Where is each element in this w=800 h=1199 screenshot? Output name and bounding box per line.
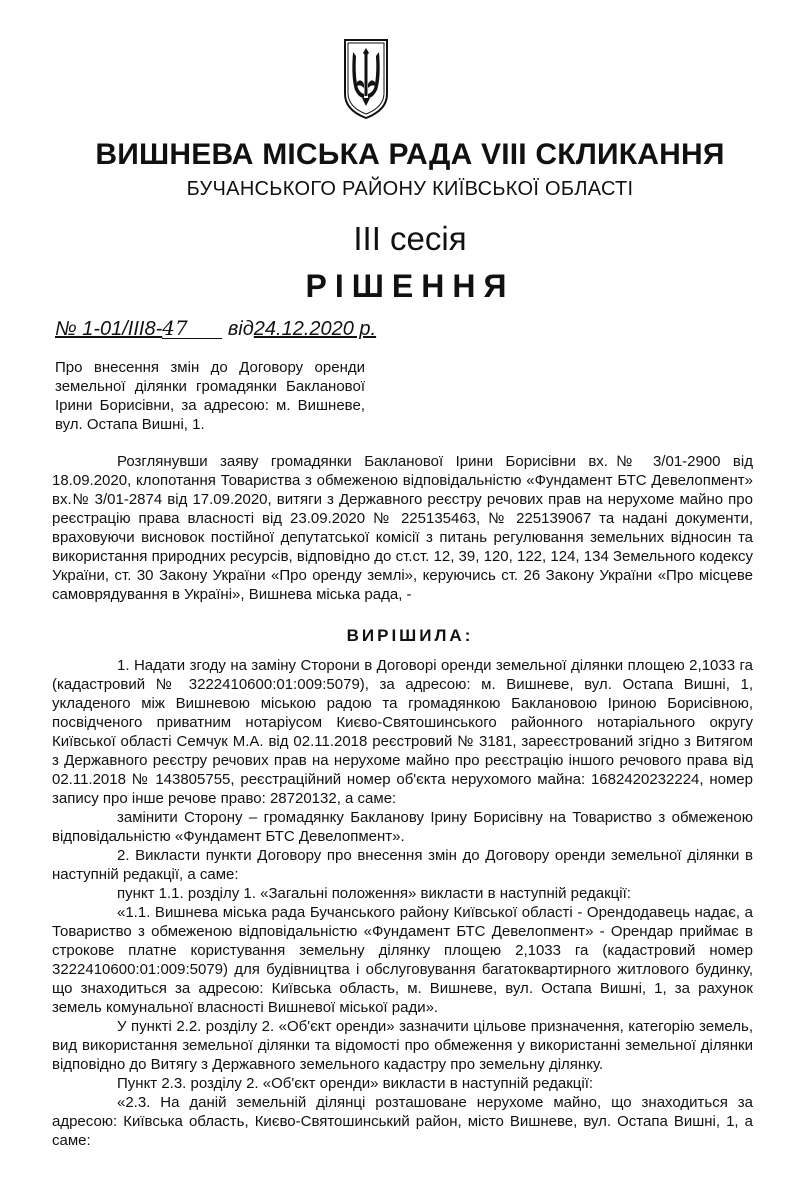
paragraph-2-quote-2-3: «2.3. На даній земельній ділянці розташоване нерухоме майно, що знаходиться за адресою: Київська область, Києво-Святошинський район, місто Вишневе, вул. Остапа Вишні, 1, а саме: [52,1094,753,1149]
decision-number-line [55,318,376,341]
council-title: ВИШНЕВА МІСЬКА РАДА VIII СКЛИКАННЯ [95,138,725,171]
resolved-heading: ВИРІШИЛА: [346,626,474,645]
paragraph-2-item-1-1: пункт 1.1. розділу 1. «Загальні положення» викласти в наступній редакції: [117,885,631,902]
paragraph-2-item-2-2: У пункті 2.2. розділу 2. «Об'єкт оренди» зазначити цільове призначення, категорію земель, вид використання земельної ділянки та відомості про обмеження у використанні земельної ділянки відповідно до Витягу з Державного земельного кадастру про земельну ділянку. [52,1018,753,1073]
decision-body [52,656,753,1150]
from-label: від [227,318,254,340]
coat-of-arms-icon [341,38,391,120]
decision-date: 24.12.2020 р. [253,318,377,340]
council-district: БУЧАНСЬКОГО РАЙОНУ КИЇВСЬКОЇ ОБЛАСТІ [186,178,634,200]
handwritten-number: 47 [162,318,222,339]
preamble-text: Розглянувши заяву громадянки Бакланової Ірини Борисівни вх.№ 3/01-2900 від 18.09.2020, клопотання Товариства з обмеженою відповідальністю «Фундамент БТС Девелопмент» вх.№ 3/01-2874 від 17.09.2020, витяги з Державного реєстру речових прав на нерухоме майно про реєстрацію права власності від 23.09.2020 № 225135463, № 225139067 та надані документи, враховуючи висновок постійної депутатської комісії з питань регулювання земельних відносин та використання природних ресурсів, відповідно до ст.ст. 12, 39, 120, 122, 124, 134 Земельного кодексу України, ст. 30 Закону України «Про оренду землі», керуючись ст. 26 Закону України «Про місцеве самоврядування в Україні», Вишнева міська рада, - [52,453,753,603]
paragraph-2-quote-1-1: «1.1. Вишнева міська рада Бучанського району Київської області - Орендодавець надає, а Товариство з обмеженою відповідальністю «Фундамент БТС Девелопмент» - Орендар приймає в строкове платне користування земельну ділянку площею 2,1033 га (кадастровий номер 3222410600:01:009:5079) для будівництва і обслуговування багатоквартирного житлового будинку, що знаходиться за адресою: Київська область, м. Вишневе, вул. Остапа Вишні, 1, за рахунок земель комунальної власності Вишневої міської ради». [52,904,753,1016]
paragraph-1-replace: замінити Сторону – громадянку Бакланову Ірину Борисівну на Товариство з обмеженою відповідальністю «Фундамент БТС Девелопмент». [52,809,753,845]
paragraph-2: 2. Викласти пункти Договору про внесення змін до Договору оренди земельної ділянки в наступній редакції, а саме: [52,847,753,883]
paragraph-1: 1. Надати згоду на заміну Сторони в Договорі оренди земельної ділянки площею 2,1033 га (кадастровий № 3222410600:01:009:5079), за адресою: м. Вишневе, вул. Остапа Вишні, 1, укладеного між Вишневою міською радою та громадянкою Баклановою Іриною Борисівною, посвідченого приватним нотаріусом Києво-Святошинського районного нотаріального округу Київської області Семчук М.А. від 02.11.2018 реєстровий № 3181, зареєстрований згідно з Витягом з Державного реєстру речових прав на нерухоме майно про реєстрацію іншого речового права від 02.11.2018 № 143805755, реєстраційний номер об'єкта нерухомого майна: 1682420232224, номер запису про інше речове право: 28720132, а саме: [52,657,753,807]
document-type: РІШЕННЯ [305,268,515,304]
decision-number: № 1-01/ІІІ8- [55,318,163,340]
decision-subject: Про внесення змін до Договору оренди земельної ділянки громадянки Бакланової Ірини Борисівни, за адресою: м. Вишневе, вул. Остапа Вишні, 1. [55,359,365,433]
session-title: ІІІ сесія [353,220,467,257]
preamble [52,452,753,604]
paragraph-2-item-2-3: Пункт 2.3. розділу 2. «Об'єкт оренди» викласти в наступній редакції: [117,1075,594,1092]
